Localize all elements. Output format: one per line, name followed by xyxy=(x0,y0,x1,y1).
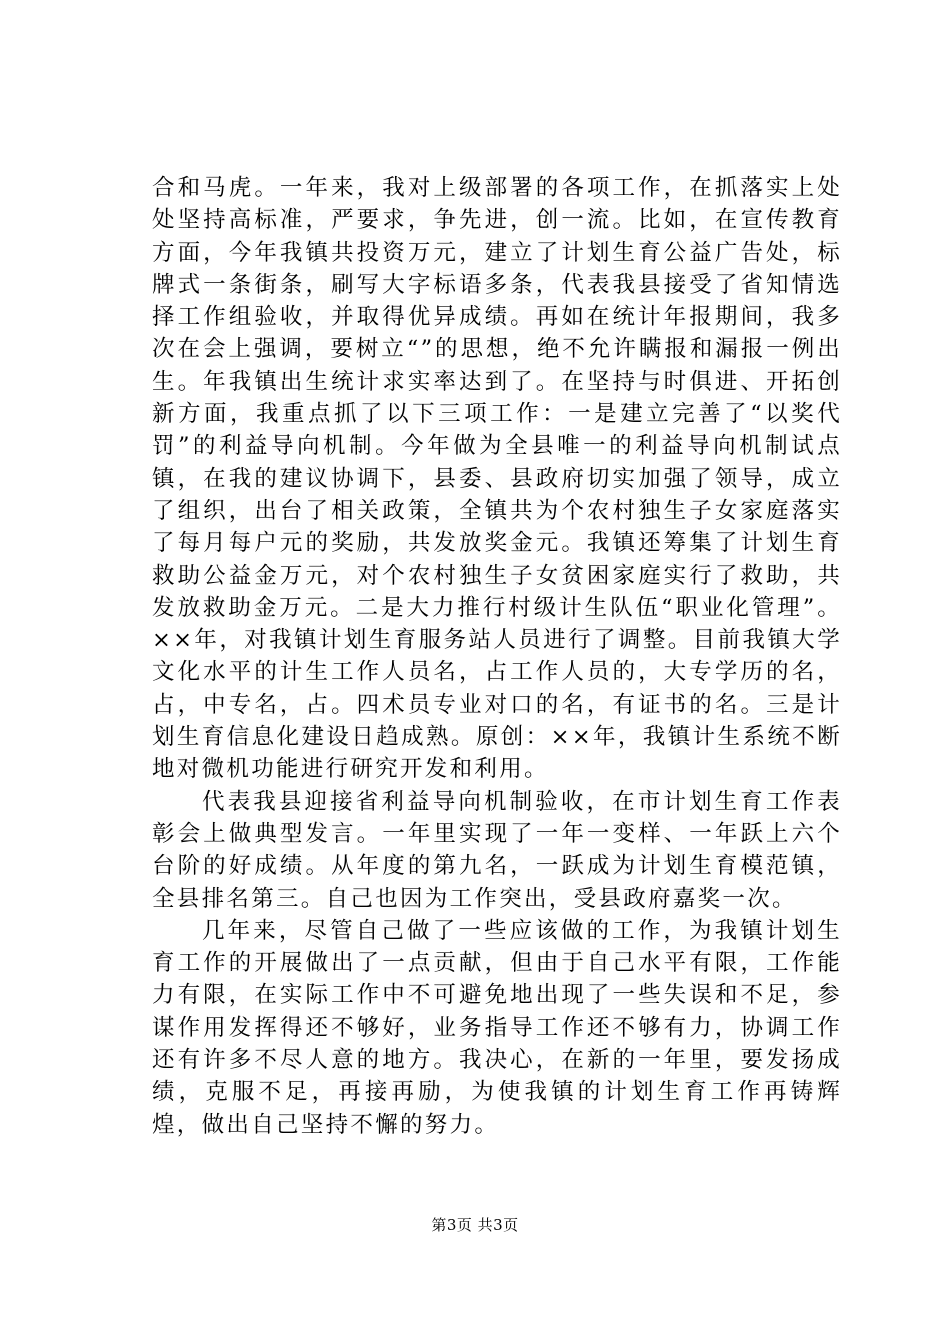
page-footer: 第3页 共3页 xyxy=(431,1216,519,1234)
body-text xyxy=(152,172,842,1141)
paragraph-continuation: 合和马虎。一年来，我对上级部署的各项工作，在抓落实上处处坚持高标准，严要求，争先进，创一流。比如，在宣传教育方面，今年我镇共投资万元，建立了计划生育公益广告处，标牌式一条街条，刷写大字标语多条，代表我县接受了省知情选择工作组验收，并取得优异成绩。再如在统计年报期间，我多次在会上强调，要树立“”的思想，绝不允许瞒报和漏报一例出生。年我镇出生统计求实率达到了。在坚持与时俱进、开拓创新方面，我重点抓了以下三项工作：一是建立完善了“以奖代罚”的利益导向机制。今年做为全县唯一的利益导向机制试点镇，在我的建议协调下，县委、县政府切实加强了领导，成立了组织，出台了相关政策，全镇共为个农村独生子女家庭落实了每月每户元的奖励，共发放奖金元。我镇还筹集了计划生育救助公益金万元，对个农村独生子女贫困家庭实行了救助，共发放救助金万元。二是大力推行村级计生队伍“职业化管理”。××年，对我镇计划生育服务站人员进行了调整。目前我镇大学文化水平的计生工作人员名，占工作人员的，大专学历的名，占，中专名，占。四术员专业对口的名，有证书的名。三是计划生育信息化建设日趋成熟。原创：××年，我镇计生系统不断地对微机功能进行研究开发和利用。 xyxy=(152,175,842,783)
paragraph-achievements: 代表我县迎接省利益导向机制验收，在市计划生育工作表彰会上做典型发言。一年里实现了一年一变样、一年跃上六个台阶的好成绩。从年度的第九名，一跃成为计划生育模范镇，全县排名第三。自己也因为工作突出，受县政府嘉奖一次。 xyxy=(152,788,842,912)
paragraph-conclusion: 几年来，尽管自己做了一些应该做的工作，为我镇计划生育工作的开展做出了一点贡献，但由于自己水平有限，工作能力有限，在实际工作中不可避免地出现了一些失误和不足，参谋作用发挥得还不够好，业务指导工作还不够有力，协调工作还有许多不尽人意的地方。我决心，在新的一年里，要发扬成绩，克服不足，再接再励，为使我镇的计划生育工作再铸辉煌，做出自己坚持不懈的努力。 xyxy=(152,917,842,1138)
